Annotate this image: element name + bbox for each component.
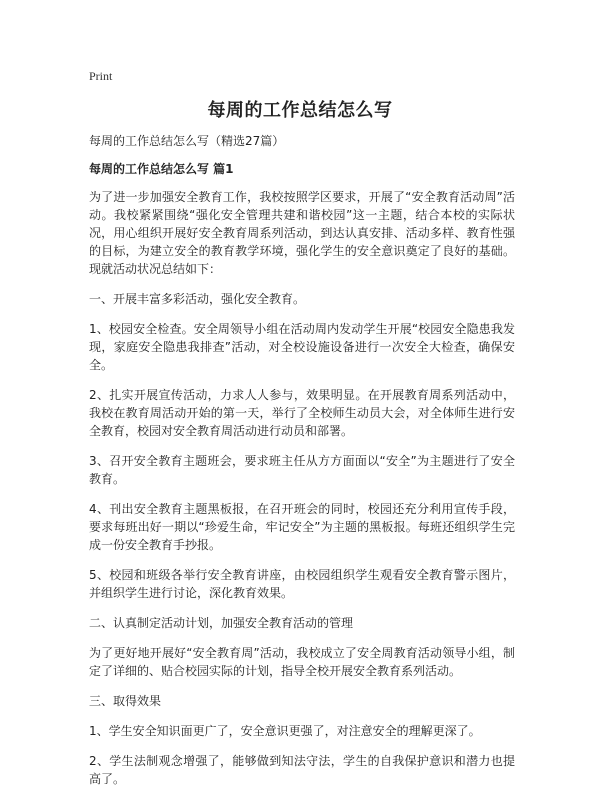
paragraph-plan: 为了更好地开展好“安全教育周”活动，我校成立了安全周教育活动领导小组，制定了详细的、贴合校园实际的计划，指导全校开展安全教育系列活动。 [89,646,515,678]
paragraph-item-3: 3、召开安全教育主题班会，要求班主任从方方面面以“安全”为主题进行了安全教育。 [89,454,515,486]
paragraph-item-2: 2、扎实开展宣传活动，力求人人参与，效果明显。在开展教育周系列活动中，我校在教育周活动开始的第一天，举行了全校师生动员大会，对全体师生进行安全教育，校园对安全教育周活动进行动员和部署。 [89,388,515,438]
paragraph-result-1: 1、学生安全知识面更广了，安全意识更强了，对注意安全的理解更深了。 [89,724,481,738]
section-title: 每周的工作总结怎么写 篇1 [89,162,234,176]
paragraph-item-1: 1、校园安全检查。安全周领导小组在活动周内发动学生开展“校园安全隐患我发现，家庭安全隐患我排查”活动，对全校设施设备进行一次安全大检查，确保安全。 [89,322,515,372]
paragraph-heading-3: 三、取得效果 [89,694,162,708]
print-label[interactable]: Print [89,69,113,83]
document-body [89,132,515,800]
paragraph-item-5: 5、校园和班级各举行安全教育讲座，由校园组织学生观看安全教育警示图片，并组织学生进行讨论，深化教育效果。 [89,568,515,600]
document-subtitle: 每周的工作总结怎么写（精选27篇） [89,134,285,148]
document-title: 每周的工作总结怎么写 [207,100,393,121]
paragraph-item-4: 4、刊出安全教育主题黑板报，在召开班会的同时，校园还充分利用宣传手段，要求每班出好一期以“珍爱生命，牢记安全”为主题的黑板报。每班还组织学生完成一份安全教育手抄报。 [89,502,515,552]
paragraph-heading-2: 二、认真制定活动计划，加强安全教育活动的管理 [89,616,354,630]
paragraph-intro: 为了进一步加强安全教育工作，我校按照学区要求，开展了“安全教育活动周”活动。我校紧紧围绕“强化安全管理共建和谐校园”这一主题，结合本校的实际状况，用心组织开展好安全教育周系列活动，到达认真安排、活动多样、教育性强的目标，为建立安全的教育教学环境，强化学生的安全意识奠定了良好的基础。现就活动状况总结如下： [89,190,515,276]
paragraph-result-2: 2、学生法制观念增强了，能够做到知法守法，学生的自我保护意识和潜力也提高了。 [89,754,515,786]
paragraph-heading-1: 一、开展丰富多彩活动，强化安全教育。 [89,292,306,306]
